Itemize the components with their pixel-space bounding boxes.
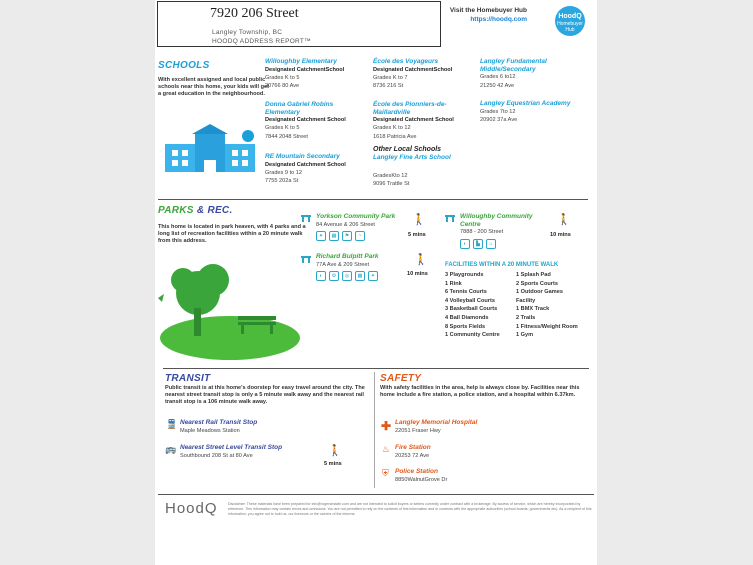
school-item[interactable] bbox=[373, 101, 463, 141]
school-grades: GradesKto 12 bbox=[373, 172, 408, 179]
facility-item: 2 Sports Courts bbox=[516, 280, 558, 287]
school-address: 21250 42 Ave bbox=[480, 82, 515, 89]
park-name: Willoughby Community Centre bbox=[460, 213, 533, 228]
park-amenities bbox=[460, 239, 545, 249]
safety-name: Police Station bbox=[395, 468, 438, 475]
school-grades: Grades K to 7 bbox=[373, 74, 408, 81]
hoodq-badge-sub: Homebuyer Hub bbox=[557, 21, 583, 33]
address-subtitle bbox=[212, 28, 311, 46]
train-icon: 🚆 bbox=[166, 419, 178, 429]
bench-icon bbox=[301, 213, 311, 222]
hoodq-logo-badge[interactable] bbox=[555, 6, 585, 36]
school-address: 20902 37a Ave bbox=[480, 117, 518, 123]
bus-icon: 🚌 bbox=[165, 444, 177, 454]
safety-address: 20253 72 Ave bbox=[395, 452, 430, 459]
schools-title: SCHOOLS bbox=[158, 60, 210, 71]
safety-item[interactable] bbox=[395, 468, 545, 484]
other-schools bbox=[373, 145, 483, 189]
facility-item: 1 Outdoor Games bbox=[516, 289, 563, 296]
school-address: 9096 Trattle St bbox=[373, 181, 410, 187]
tennis-icon: ✦ bbox=[368, 271, 378, 281]
facilities-title: FACILITIES WITHIN A 20 MINUTE WALK bbox=[445, 262, 559, 268]
facility-item: 8 Sports Fields bbox=[445, 323, 486, 330]
splash-icon: ◐ bbox=[460, 239, 470, 249]
school-name: École des Voyageurs bbox=[373, 58, 439, 65]
report-label: HOODQ ADDRESS REPORT™ bbox=[212, 38, 312, 45]
school-item[interactable] bbox=[265, 153, 367, 186]
school-name: École des Pionniers-de-Maillardville bbox=[373, 101, 447, 116]
rail-stop-name: Maple Meadows Station bbox=[180, 427, 240, 434]
school-designation: Designated Catchment School bbox=[265, 117, 346, 123]
park-amenities bbox=[316, 231, 416, 241]
schools-intro: With excellent assigned and local public schools near this home, your kids will get a great education in the neighbourhood. bbox=[158, 77, 269, 98]
school-name: Langley Fundamental Middle/Secondary bbox=[480, 58, 547, 73]
facility-item: Facility bbox=[516, 297, 536, 304]
police-icon: ⛨ bbox=[382, 468, 389, 478]
park-address: 7888 - 200 Street bbox=[460, 229, 504, 235]
section-divider bbox=[158, 199, 588, 200]
homebuyer-hub bbox=[450, 6, 527, 24]
parks-intro: This home is located in park heaven, with 4 parks and a long list of recreation facilities within a 20 minute walk from this address. bbox=[158, 224, 306, 245]
disclaimer-text: Disclaimer: These materials have been prepared for info@rogersestate.com and are not intended to solicit buyers or sellers currently under contract with a brokerage. By access of service, which are hereby incorporated by reference. This information may contain errors and omissions. You are not permitted to rely on the contents of this information and m contents with the appropriate authorities (school boards, governments etc). As a recipient of this information, you agree not to hold us, our licensors or the owners of the informa bbox=[228, 502, 592, 516]
city-text: Langley Township, BC bbox=[212, 29, 283, 36]
school-designation: Designated CatchmentSchool bbox=[265, 66, 345, 73]
playground-icon: ▦ bbox=[355, 271, 365, 281]
facility-item: 3 Playgrounds bbox=[445, 272, 484, 278]
school-designation: Designated CatchmentSchool bbox=[373, 66, 453, 73]
school-grades: Grades 9 to 12 bbox=[265, 169, 303, 176]
school-grades: Grades K to 5 bbox=[265, 125, 300, 131]
parks-title bbox=[158, 205, 233, 216]
park-address: 84 Avenue & 206 Street bbox=[316, 221, 375, 228]
bench-icon bbox=[301, 254, 311, 263]
school-name: Donna Gabriel Robins Elementary bbox=[265, 101, 334, 116]
school-designation: Designated Catchment School bbox=[373, 117, 454, 123]
hospital-icon: ✚ bbox=[381, 419, 392, 433]
safety-intro: With safety facilities in the area, help is always close by. Facilities near this home include a fire station, a police station, and a hospital within 6.37km. bbox=[380, 385, 580, 399]
walk-minutes: 10 mins bbox=[550, 232, 571, 238]
facility-item: 1 Rink bbox=[445, 280, 462, 287]
safety-name: Langley Memorial Hospital bbox=[395, 419, 478, 426]
school-grades: Grades K to 5 bbox=[265, 74, 300, 81]
parks-title-b: & REC. bbox=[193, 205, 233, 216]
address-title: 7920 206 Street bbox=[210, 6, 299, 21]
school-grades: Grades 6 to12 bbox=[480, 74, 516, 80]
school-item[interactable] bbox=[265, 58, 367, 91]
playground-icon: ▦ bbox=[329, 231, 339, 241]
school-item[interactable] bbox=[373, 58, 477, 91]
school-address: 8736 216 St bbox=[373, 83, 404, 89]
fire-icon: ♨ bbox=[382, 444, 391, 454]
walk-minutes: 5 mins bbox=[324, 461, 342, 467]
school-name[interactable]: Langley Fine Arts School bbox=[373, 154, 451, 161]
facilities-right bbox=[516, 271, 594, 340]
school-grades: Grades K to 12 bbox=[373, 125, 411, 131]
rail-stop[interactable] bbox=[180, 419, 330, 435]
section-divider bbox=[163, 368, 589, 369]
facilities-left bbox=[445, 271, 517, 340]
report-page bbox=[155, 0, 597, 565]
walking-person-icon: 🚶 bbox=[328, 445, 342, 457]
school-designation: Designated Catchment School bbox=[265, 161, 346, 168]
school-address: 1618 Patricia Ave bbox=[373, 133, 417, 140]
facility-item: 4 Volleyball Courts bbox=[445, 297, 495, 304]
facility-item: 1 Community Centre bbox=[445, 332, 500, 339]
facility-item: 1 BMX Track bbox=[516, 306, 550, 313]
school-name: Langley Equestrian Academy bbox=[480, 100, 571, 107]
school-address: 7844 2048 Street bbox=[265, 133, 308, 140]
walking-person-icon: 🚶 bbox=[557, 214, 571, 226]
safety-item[interactable] bbox=[395, 444, 545, 460]
splash-icon: ◐ bbox=[316, 271, 326, 281]
street-stop[interactable] bbox=[180, 444, 330, 460]
walking-person-icon: 🚶 bbox=[412, 214, 426, 226]
safety-address: 22051 Fraser Hwy bbox=[395, 427, 441, 434]
school-item[interactable] bbox=[480, 100, 590, 125]
school-name: Willoughby Elementary bbox=[265, 58, 337, 65]
school-address: 20766 80 Ave bbox=[265, 83, 300, 89]
park-item[interactable] bbox=[316, 253, 406, 281]
park-item[interactable] bbox=[316, 213, 416, 241]
hoodq-badge-title: HoodQ bbox=[558, 13, 582, 20]
trail-icon: ~ bbox=[355, 231, 365, 241]
bmx-icon: ⚙ bbox=[329, 271, 339, 281]
safety-item[interactable] bbox=[395, 419, 545, 435]
facility-item: 2 Trails bbox=[516, 314, 536, 321]
walking-person-icon: 🚶 bbox=[414, 254, 428, 266]
safety-title: SAFETY bbox=[380, 373, 422, 384]
school-building-icon bbox=[160, 124, 260, 176]
gym-icon: ▙ bbox=[473, 239, 483, 249]
facility-item: 1 Gym bbox=[516, 332, 534, 339]
park-name: Yorkson Community Park bbox=[316, 213, 396, 220]
street-stop-name: Southbound 208 St at 80 Ave bbox=[180, 452, 253, 459]
hub-text: Visit the Homebuyer Hub bbox=[449, 7, 527, 14]
park-name: Richard Bulpitt Park bbox=[316, 253, 379, 260]
school-item[interactable] bbox=[265, 101, 355, 141]
column-divider bbox=[374, 372, 375, 488]
sports-icon: ⚑ bbox=[342, 231, 352, 241]
transit-title: TRANSIT bbox=[165, 373, 211, 384]
games-icon: ◎ bbox=[342, 271, 352, 281]
parks-title-a: PARKS bbox=[158, 205, 194, 216]
facility-item: 1 Fitness/Weight Room bbox=[516, 323, 578, 330]
school-item[interactable] bbox=[480, 58, 580, 90]
facility-item: 4 Ball Diamonds bbox=[445, 314, 489, 321]
park-item[interactable] bbox=[460, 213, 545, 249]
safety-name: Fire Station bbox=[395, 444, 431, 451]
walk-minutes: 5 mins bbox=[408, 232, 426, 238]
school-grades: Grades 7to 12 bbox=[480, 108, 516, 115]
footer-logo: HoodQ bbox=[165, 500, 218, 517]
section-divider bbox=[158, 494, 594, 495]
facility-item: 3 Basketball Courts bbox=[445, 306, 498, 313]
safety-address: 8850WalnutGrove Dr bbox=[395, 476, 448, 483]
rail-stop-label: Nearest Rail Transit Stop bbox=[180, 419, 258, 426]
park-amenities bbox=[316, 271, 406, 281]
school-address: 7755 202a St bbox=[265, 178, 299, 184]
park-address: 77A Ave & 209 Street bbox=[316, 261, 370, 268]
street-stop-label: Nearest Street Level Transit Stop bbox=[180, 444, 283, 451]
bench-icon bbox=[445, 213, 455, 222]
park-illustration-icon bbox=[158, 258, 303, 363]
transit-intro: Public transit is at this home's doorstep for easy travel around the city. The nearest street transit stop is only a 5 minute walk away and the nearest rail transit stop is a 106 minute walk away. bbox=[165, 385, 365, 406]
school-name: RE Mountain Secondary bbox=[265, 153, 340, 160]
walk-minutes: 10 mins bbox=[407, 271, 428, 277]
community-icon: ⌂ bbox=[486, 239, 496, 249]
tennis-icon: ✦ bbox=[316, 231, 326, 241]
facility-item: 1 Splash Pad bbox=[516, 272, 551, 278]
facility-item: 6 Tennis Courts bbox=[445, 289, 487, 296]
other-schools-label: Other Local Schools bbox=[373, 146, 442, 153]
hub-link[interactable]: https://hoodq.com bbox=[470, 16, 527, 23]
